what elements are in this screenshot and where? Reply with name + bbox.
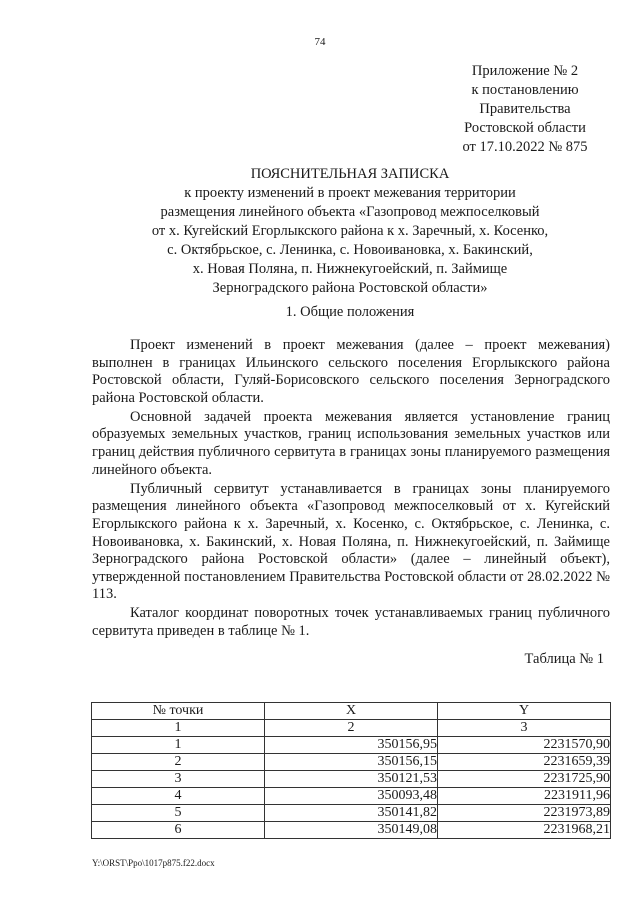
table-header-row <box>92 703 611 720</box>
table-cell: 350121,53 <box>265 771 438 788</box>
table-cell: 1 <box>92 737 265 754</box>
appendix-line: Правительства <box>479 101 571 117</box>
title-line: х. Новая Поляна, п. Нижнекугоейский, п. Займище <box>192 261 508 277</box>
table-cell: 350141,82 <box>265 805 438 822</box>
appendix-line: к постановлению <box>471 82 579 98</box>
appendix-line: Ростовской области <box>464 120 586 136</box>
paragraph: Основной задачей проекта межевания является установление границ образуемых земельных участков, границ использования земельных участков или границ действия публичного сервитута в границах зоны планируемого размещения линейного объекта. <box>92 408 610 478</box>
table-cell: 2231911,96 <box>438 788 611 805</box>
table-cell: 6 <box>92 822 265 839</box>
header-y: Y <box>438 703 611 720</box>
table-cell: 2231973,89 <box>438 805 611 822</box>
table-cell: 350149,08 <box>265 822 438 839</box>
table-cell: 3 <box>92 771 265 788</box>
table-cell: 1 <box>92 720 265 737</box>
header-x: X <box>265 703 438 720</box>
body-text <box>92 337 610 642</box>
table-cell: 3 <box>438 720 611 737</box>
table-cell: 350093,48 <box>265 788 438 805</box>
table-row <box>92 822 611 839</box>
paragraph: Проект изменений в проект межевания (далее – проект межевания) выполнен в границах Ильинского сельского поселения Егорлыкского района Ростовской области, Гуляй-Борисовского сельского поселения Зерноградского района Ростовской области. <box>92 337 610 406</box>
table-cell: 2231570,90 <box>438 737 611 754</box>
title-line: к проекту изменений в проект межевания территории <box>184 185 516 201</box>
table-cell: 2 <box>92 754 265 771</box>
table-caption: Таблица № 1 <box>524 651 604 667</box>
title-line: от х. Кугейский Егорлыкского района к х. Заречный, х. Косенко, <box>151 223 549 239</box>
appendix-line: от 17.10.2022 № 875 <box>462 139 588 155</box>
paragraph: Публичный сервитут устанавливается в границах зоны планируемого размещения линейного объекта «Газопровод межпоселковый от х. Кугейский Егорлыкского района к х. Заречный, х. Косенко, с. Октябрьское, с. Ленинка, с. Новоивановка, х. Бакинский, х. Новая Поляна, п. Нижнекугоейский, п. Займище Зерноградского района Ростовской области» (далее – линейный объект), утвержденной постановлением Правительства Ростовской области от 28.02.2022 № 113. <box>92 480 610 603</box>
table-cell: 2231725,90 <box>438 771 611 788</box>
title-line: Зерноградского района Ростовской области» <box>212 280 488 296</box>
table-cell: 2231968,21 <box>438 822 611 839</box>
table-cell: 350156,95 <box>265 737 438 754</box>
table-cell: 4 <box>92 788 265 805</box>
table-cell: 350156,15 <box>265 754 438 771</box>
page-number: 74 <box>314 36 326 48</box>
table-row <box>92 771 611 788</box>
table-cell: 2231659,39 <box>438 754 611 771</box>
title-line: с. Октябрьское, с. Ленинка, с. Новоивановка, х. Бакинский, <box>167 242 533 258</box>
title-heading: ПОЯСНИТЕЛЬНАЯ ЗАПИСКА <box>250 166 450 182</box>
header-point-number: № точки <box>92 703 265 720</box>
table-row <box>92 805 611 822</box>
appendix-block <box>440 62 610 157</box>
table-row <box>92 754 611 771</box>
table-numbering-row <box>92 720 611 737</box>
section-heading: 1. Общие положения <box>285 304 415 320</box>
table-cell: 5 <box>92 805 265 822</box>
file-path-footer: Y:\ORST\Ppo\1017p875.f22.docx <box>92 858 215 868</box>
table-row <box>92 788 611 805</box>
appendix-line: Приложение № 2 <box>471 63 579 79</box>
title-line: размещения линейного объекта «Газопровод межпоселковый <box>160 204 540 220</box>
document-title <box>90 165 610 298</box>
paragraph: Каталог координат поворотных точек устанавливаемых границ публичного сервитута приведен в таблице № 1. <box>92 605 610 639</box>
table-cell: 2 <box>265 720 438 737</box>
coordinates-table <box>91 702 611 839</box>
table-row <box>92 737 611 754</box>
